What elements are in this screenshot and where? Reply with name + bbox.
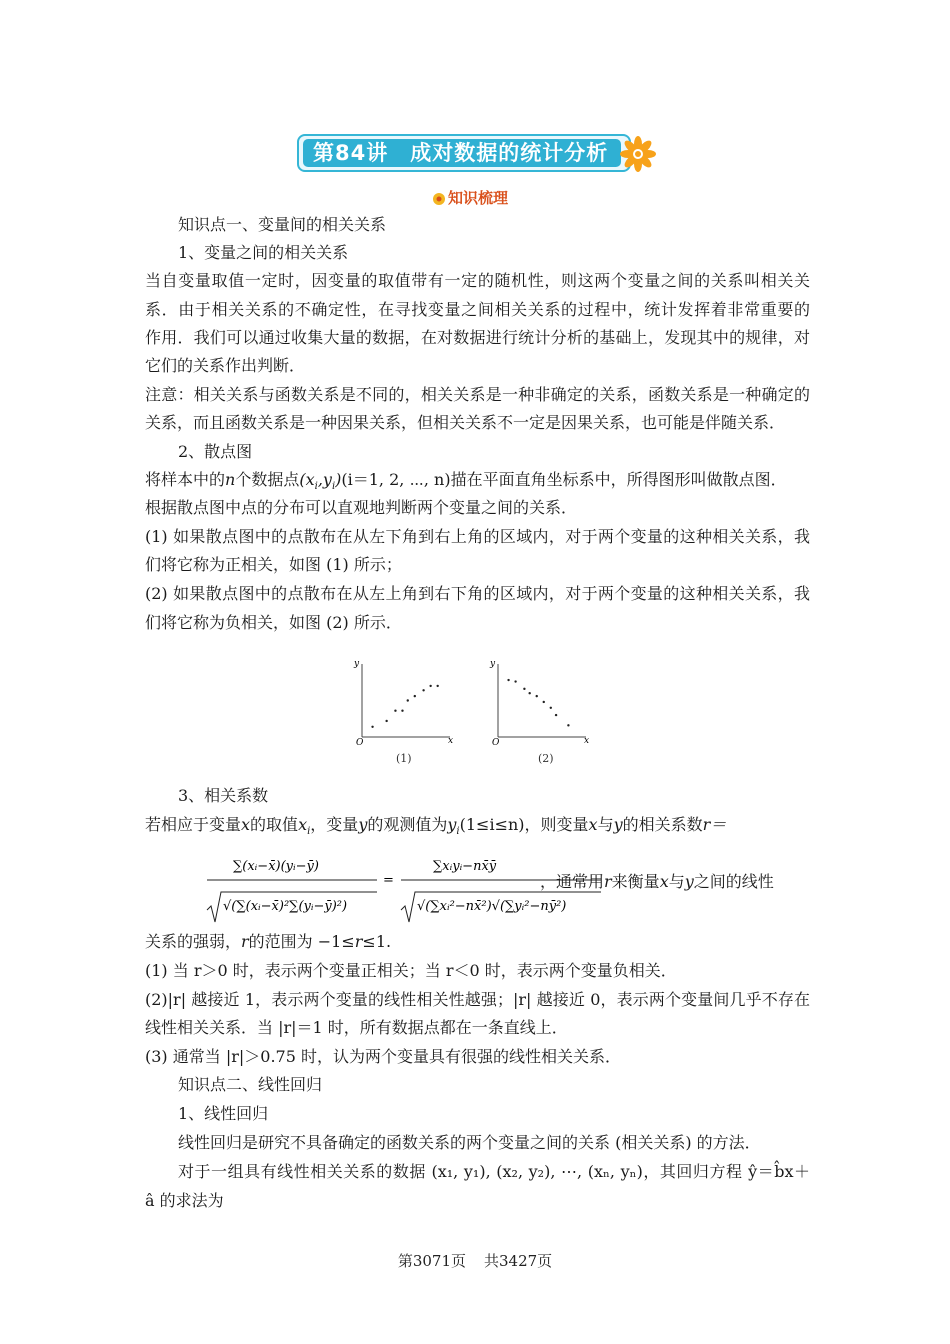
y-axis-label: y: [490, 659, 496, 669]
lecture-title: [313, 138, 608, 168]
paragraph-line: [145, 814, 810, 836]
paragraph-line: 们将它称为负相关，如图 (2) 所示．: [145, 613, 402, 632]
text-run: 的观测值为: [367, 815, 448, 834]
scatter-point: [507, 679, 509, 681]
paragraph-line: 根据散点图中点的分布可以直观地判断两个变量之间的关系．: [145, 498, 578, 517]
scatter-point: [371, 726, 373, 728]
math-var: y: [447, 815, 457, 834]
scatter-point: [385, 720, 387, 722]
math-var: y: [358, 815, 368, 834]
knowledge-point-2: 知识点二、线性回归: [178, 1075, 323, 1094]
section-heading: [432, 186, 508, 210]
scatter-point: [422, 689, 424, 691]
math-run: (x: [299, 470, 315, 489]
math-sub: i: [456, 826, 460, 838]
paragraph-line: â 的求法为: [145, 1191, 224, 1210]
scatter-point: [567, 724, 569, 726]
math-sub: i: [331, 481, 336, 493]
math-var: x: [588, 815, 598, 834]
math-var: x: [241, 815, 251, 834]
text-run: 关系的强弱，: [145, 932, 242, 951]
text-run: ，则变量: [524, 815, 589, 834]
math-var: r: [604, 872, 612, 891]
scatter-figure-2: [488, 652, 598, 748]
math-var: r: [354, 932, 363, 951]
paragraph-line: (2) 如果散点图中的点散布在从左上角到右下角的区域内，对于两个变量的这种相关关系，我: [145, 584, 810, 603]
y-axis-label: y: [354, 659, 360, 669]
text-run: 之间的线性: [693, 872, 774, 891]
x-axis-label: x: [584, 736, 590, 746]
text-run: 与: [668, 872, 685, 891]
math-var: x: [298, 815, 308, 834]
text-run: 的取值: [250, 815, 299, 834]
scatter-point: [407, 699, 409, 701]
figure-caption-1: (1): [396, 752, 412, 765]
text-run: 的相关系数: [622, 815, 703, 834]
math-index-range: (i＝1, 2, ⋯, n): [341, 470, 451, 489]
scatter-point: [543, 701, 545, 703]
text-run: 来衡量: [611, 872, 660, 891]
math-sub: i: [314, 481, 318, 493]
math-var: r＝: [702, 815, 727, 834]
scatter-point: [414, 695, 416, 697]
text-run: 描在平面直角坐标系中，所得图形叫做散点图．: [450, 470, 787, 489]
text-run: 将样本中的: [145, 470, 226, 489]
text-run: 个数据点: [235, 470, 300, 489]
section-heading-text: 知识梳理: [448, 189, 509, 207]
text-run: ≤1.: [362, 932, 392, 951]
scatter-point: [528, 692, 530, 694]
math-var: y: [613, 815, 623, 834]
scatter-point: [436, 685, 438, 687]
scatter-point: [401, 710, 403, 712]
paragraph-line: 它们的关系作出判断．: [145, 356, 306, 375]
scatter-figure-1: [352, 652, 462, 748]
paragraph-line: [145, 931, 810, 953]
x-axis-label: x: [448, 736, 454, 746]
paragraph-line: 当自变量取值一定时，因变量的取值带有一定的随机性，则这两个变量之间的关系叫相关关: [145, 271, 810, 290]
heading-1: 1、变量之间的相关关系: [178, 243, 349, 262]
equals-sign: =: [383, 873, 394, 888]
heading-3: 3、相关系数: [178, 786, 269, 805]
paragraph-line: 线性相关关系．当 |r|＝1 时，所有数据点都在一条直线上．: [145, 1018, 568, 1037]
math-var: y: [684, 872, 694, 891]
figure-caption-2: (2): [538, 752, 554, 765]
text-run: 与: [597, 815, 614, 834]
formula-trailing-text: [540, 871, 774, 893]
heading-2: 2、散点图: [178, 442, 253, 461]
knowledge-point-1: 知识点一、变量间的相关关系: [178, 215, 387, 234]
lecture-topic: 成对数据的统计分析: [410, 141, 609, 165]
math-range: (1≤i≤n): [459, 815, 525, 834]
origin-label: O: [356, 738, 364, 748]
flower-icon: [616, 130, 660, 174]
page-footer: [0, 1250, 950, 1271]
scatter-point: [514, 680, 516, 682]
math-point: [299, 470, 342, 493]
paragraph-line: (1) 当 r＞0 时，表示两个变量正相关；当 r＜0 时，表示两个变量负相关．: [145, 961, 677, 980]
scatter-point: [394, 710, 396, 712]
scatter-point: [429, 685, 431, 687]
paragraph-line: (1) 如果散点图中的点散布在从左下角到右上角的区域内，对于两个变量的这种相关关系，我: [145, 527, 810, 546]
paragraph-line: 们将它称为正相关，如图 (1) 所示；: [145, 555, 402, 574]
paragraph-line: 作用．我们可以通过收集大量的数据，在对数据进行统计分析的基础上，发现其中的规律，对: [145, 328, 810, 347]
math-var: x: [659, 872, 669, 891]
formula-rhs-denominator: √(∑xᵢ²−nx̄²)√(∑yᵢ²−nȳ²): [417, 899, 567, 914]
math-var: n: [225, 470, 236, 489]
lecture-title-banner: [297, 134, 637, 174]
paragraph-line: 线性回归是研究不具备确定的函数关系的两个变量之间的关系 (相关关系) 的方法．: [178, 1133, 761, 1152]
origin-label: O: [492, 738, 500, 748]
paragraph-line: 关系，而且函数关系是一种因果关系，但相关关系不一定是因果关系，也可能是伴随关系．: [145, 413, 786, 432]
math-sub: i: [307, 826, 311, 838]
paragraph-line: 对于一组具有线性相关关系的数据 (x₁, y₁), (x₂, y₂), ⋯, (xₙ, yₙ)，其回归方程 ŷ＝b̂x＋: [178, 1162, 810, 1181]
math-run: ): [335, 470, 342, 489]
paragraph-line: [145, 469, 810, 491]
text-run: 若相应于变量: [145, 815, 242, 834]
page-total: 共3427页: [484, 1252, 553, 1270]
math-run: ,y: [317, 470, 332, 489]
text-run: 的范围为 −1≤: [248, 932, 355, 951]
scatter-point: [550, 707, 552, 709]
lecture-number: 第84讲: [313, 141, 389, 165]
text-run: ，通常用: [540, 872, 605, 891]
paragraph-line: 系．由于相关关系的不确定性，在寻找变量之间相关关系的过程中，统计发挥着非常重要的: [145, 300, 810, 319]
scatter-point: [523, 688, 525, 690]
formula-rhs-numerator: ∑xᵢyᵢ−nx̄ȳ: [433, 859, 497, 874]
scatter-point: [555, 714, 557, 716]
paragraph-line: 注意：相关关系与函数关系是不同的，相关关系是一种非确定的关系，函数关系是一种确定的: [145, 385, 810, 404]
heading-4: 1、线性回归: [178, 1104, 269, 1123]
formula-lhs-denominator: √(∑(xᵢ−x̄)²∑(yᵢ−ȳ)²): [223, 899, 348, 914]
page-number: 第3071页: [397, 1252, 466, 1270]
paragraph-line: (2)|r| 越接近 1，表示两个变量的线性相关性越强；|r| 越接近 0，表示两个变量间几乎不存在: [145, 990, 810, 1009]
paragraph-line: (3) 通常当 |r|＞0.75 时，认为两个变量具有很强的线性相关关系．: [145, 1047, 621, 1066]
scatter-point: [536, 695, 538, 697]
text-run: ，变量: [310, 815, 359, 834]
formula-lhs-numerator: ∑(xᵢ−x̄)(yᵢ−ȳ): [233, 859, 319, 874]
gear-flower-icon: [432, 192, 446, 206]
math-var: r: [241, 932, 249, 951]
